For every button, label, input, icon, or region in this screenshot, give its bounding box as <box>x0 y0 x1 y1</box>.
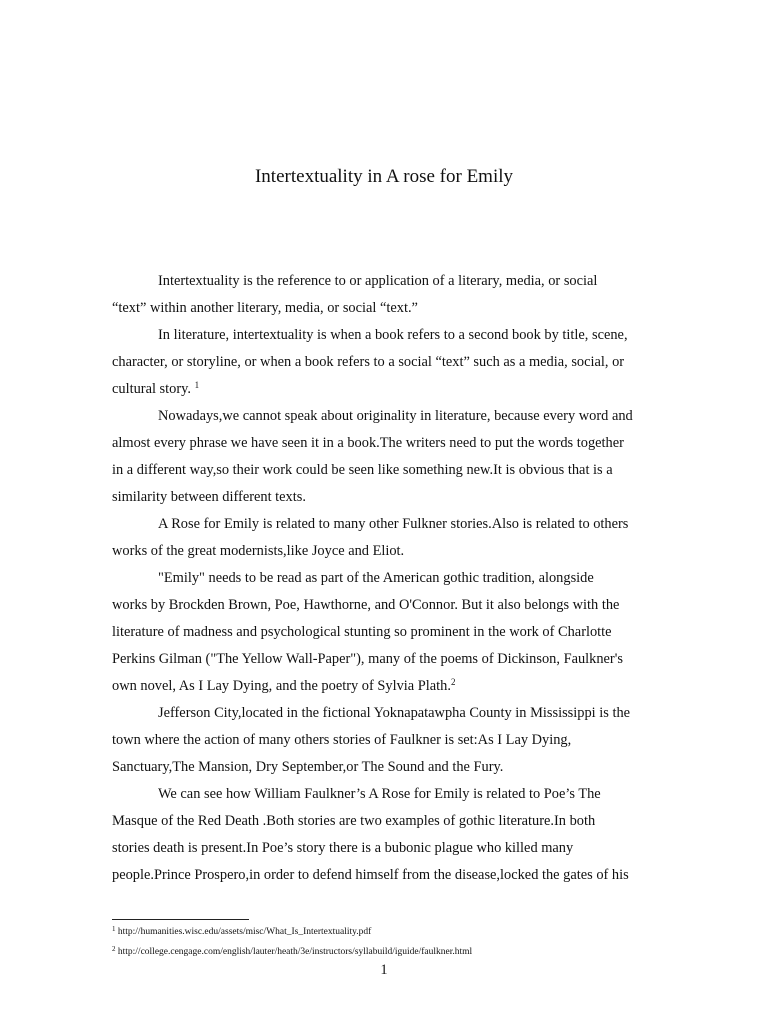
text-line: similarity between different texts. <box>112 489 306 505</box>
footnote-divider <box>112 919 249 920</box>
footnote-2 <box>112 946 472 958</box>
footnote-mark: 1 <box>112 925 116 933</box>
footnote-mark: 2 <box>112 945 116 953</box>
text-line: "Emily" needs to be read as part of the American gothic tradition, alongside <box>158 570 594 586</box>
text-line: We can see how William Faulkner’s A Rose for Emily is related to Poe’s The <box>158 786 601 802</box>
text-line: Sanctuary,The Mansion, Dry September,or The Sound and the Fury. <box>112 759 504 775</box>
page-number: 1 <box>380 962 388 978</box>
text-line: character, or storyline, or when a book refers to a social “text” such as a media, social, or <box>112 354 625 370</box>
text-line: Nowadays,we cannot speak about originality in literature, because every word and <box>158 408 633 424</box>
footnote-1 <box>112 926 371 938</box>
text-line: works by Brockden Brown, Poe, Hawthorne, and O'Connor. But it also belongs with the <box>112 597 620 613</box>
text-line: Jefferson City,located in the fictional Yoknapatawpha County in Mississippi is the <box>158 705 631 721</box>
text-line: Perkins Gilman ("The Yellow Wall-Paper"), many of the poems of Dickinson, Faulkner's <box>112 651 623 667</box>
text-line: literature of madness and psychological stunting so prominent in the work of Charlotte <box>112 624 612 640</box>
document-title: Intertextuality in A rose for Emily <box>254 166 514 187</box>
body-text <box>112 268 633 889</box>
text-line: Intertextuality is the reference to or application of a literary, media, or social <box>158 273 598 289</box>
text-line: in a different way,so their work could be seen like something new.It is obvious that is a <box>112 462 613 478</box>
text-line: town where the action of many others stories of Faulkner is set:As I Lay Dying, <box>112 732 572 748</box>
text-line: stories death is present.In Poe’s story there is a bubonic plague who killed many <box>112 840 574 856</box>
footnote-ref-2: 2 <box>450 677 456 687</box>
text-line: “text” within another literary, media, or social “text.” <box>112 300 418 316</box>
text-line: Masque of the Red Death .Both stories are two examples of gothic literature.In both <box>112 813 596 829</box>
text-line: people.Prince Prospero,in order to defend himself from the disease,locked the gates of his <box>112 867 629 883</box>
text-line: In literature, intertextuality is when a book refers to a second book by title, scene, <box>158 327 628 343</box>
text-line: own novel, As I Lay Dying, and the poetry of Sylvia Plath.$^2$ <box>112 677 456 694</box>
text-line: almost every phrase we have seen it in a book.The writers need to put the words together <box>112 435 624 451</box>
footnote-ref-1: 1 <box>194 380 200 390</box>
footnote-link: http://college.cengage.com/english/lauter/heath/3e/instructors/syllabuild/iguide/faulkner.html <box>115 947 473 957</box>
text-line: A Rose for Emily is related to many other Fulkner stories.Also is related to others <box>158 516 629 532</box>
text-line: works of the great modernists,like Joyce and Eliot. <box>112 543 405 559</box>
text-line: cultural story. $^1$ <box>112 380 200 397</box>
footnote-link: http://humanities.wisc.edu/assets/misc/What_Is_Intertextuality.pdf <box>115 927 372 937</box>
